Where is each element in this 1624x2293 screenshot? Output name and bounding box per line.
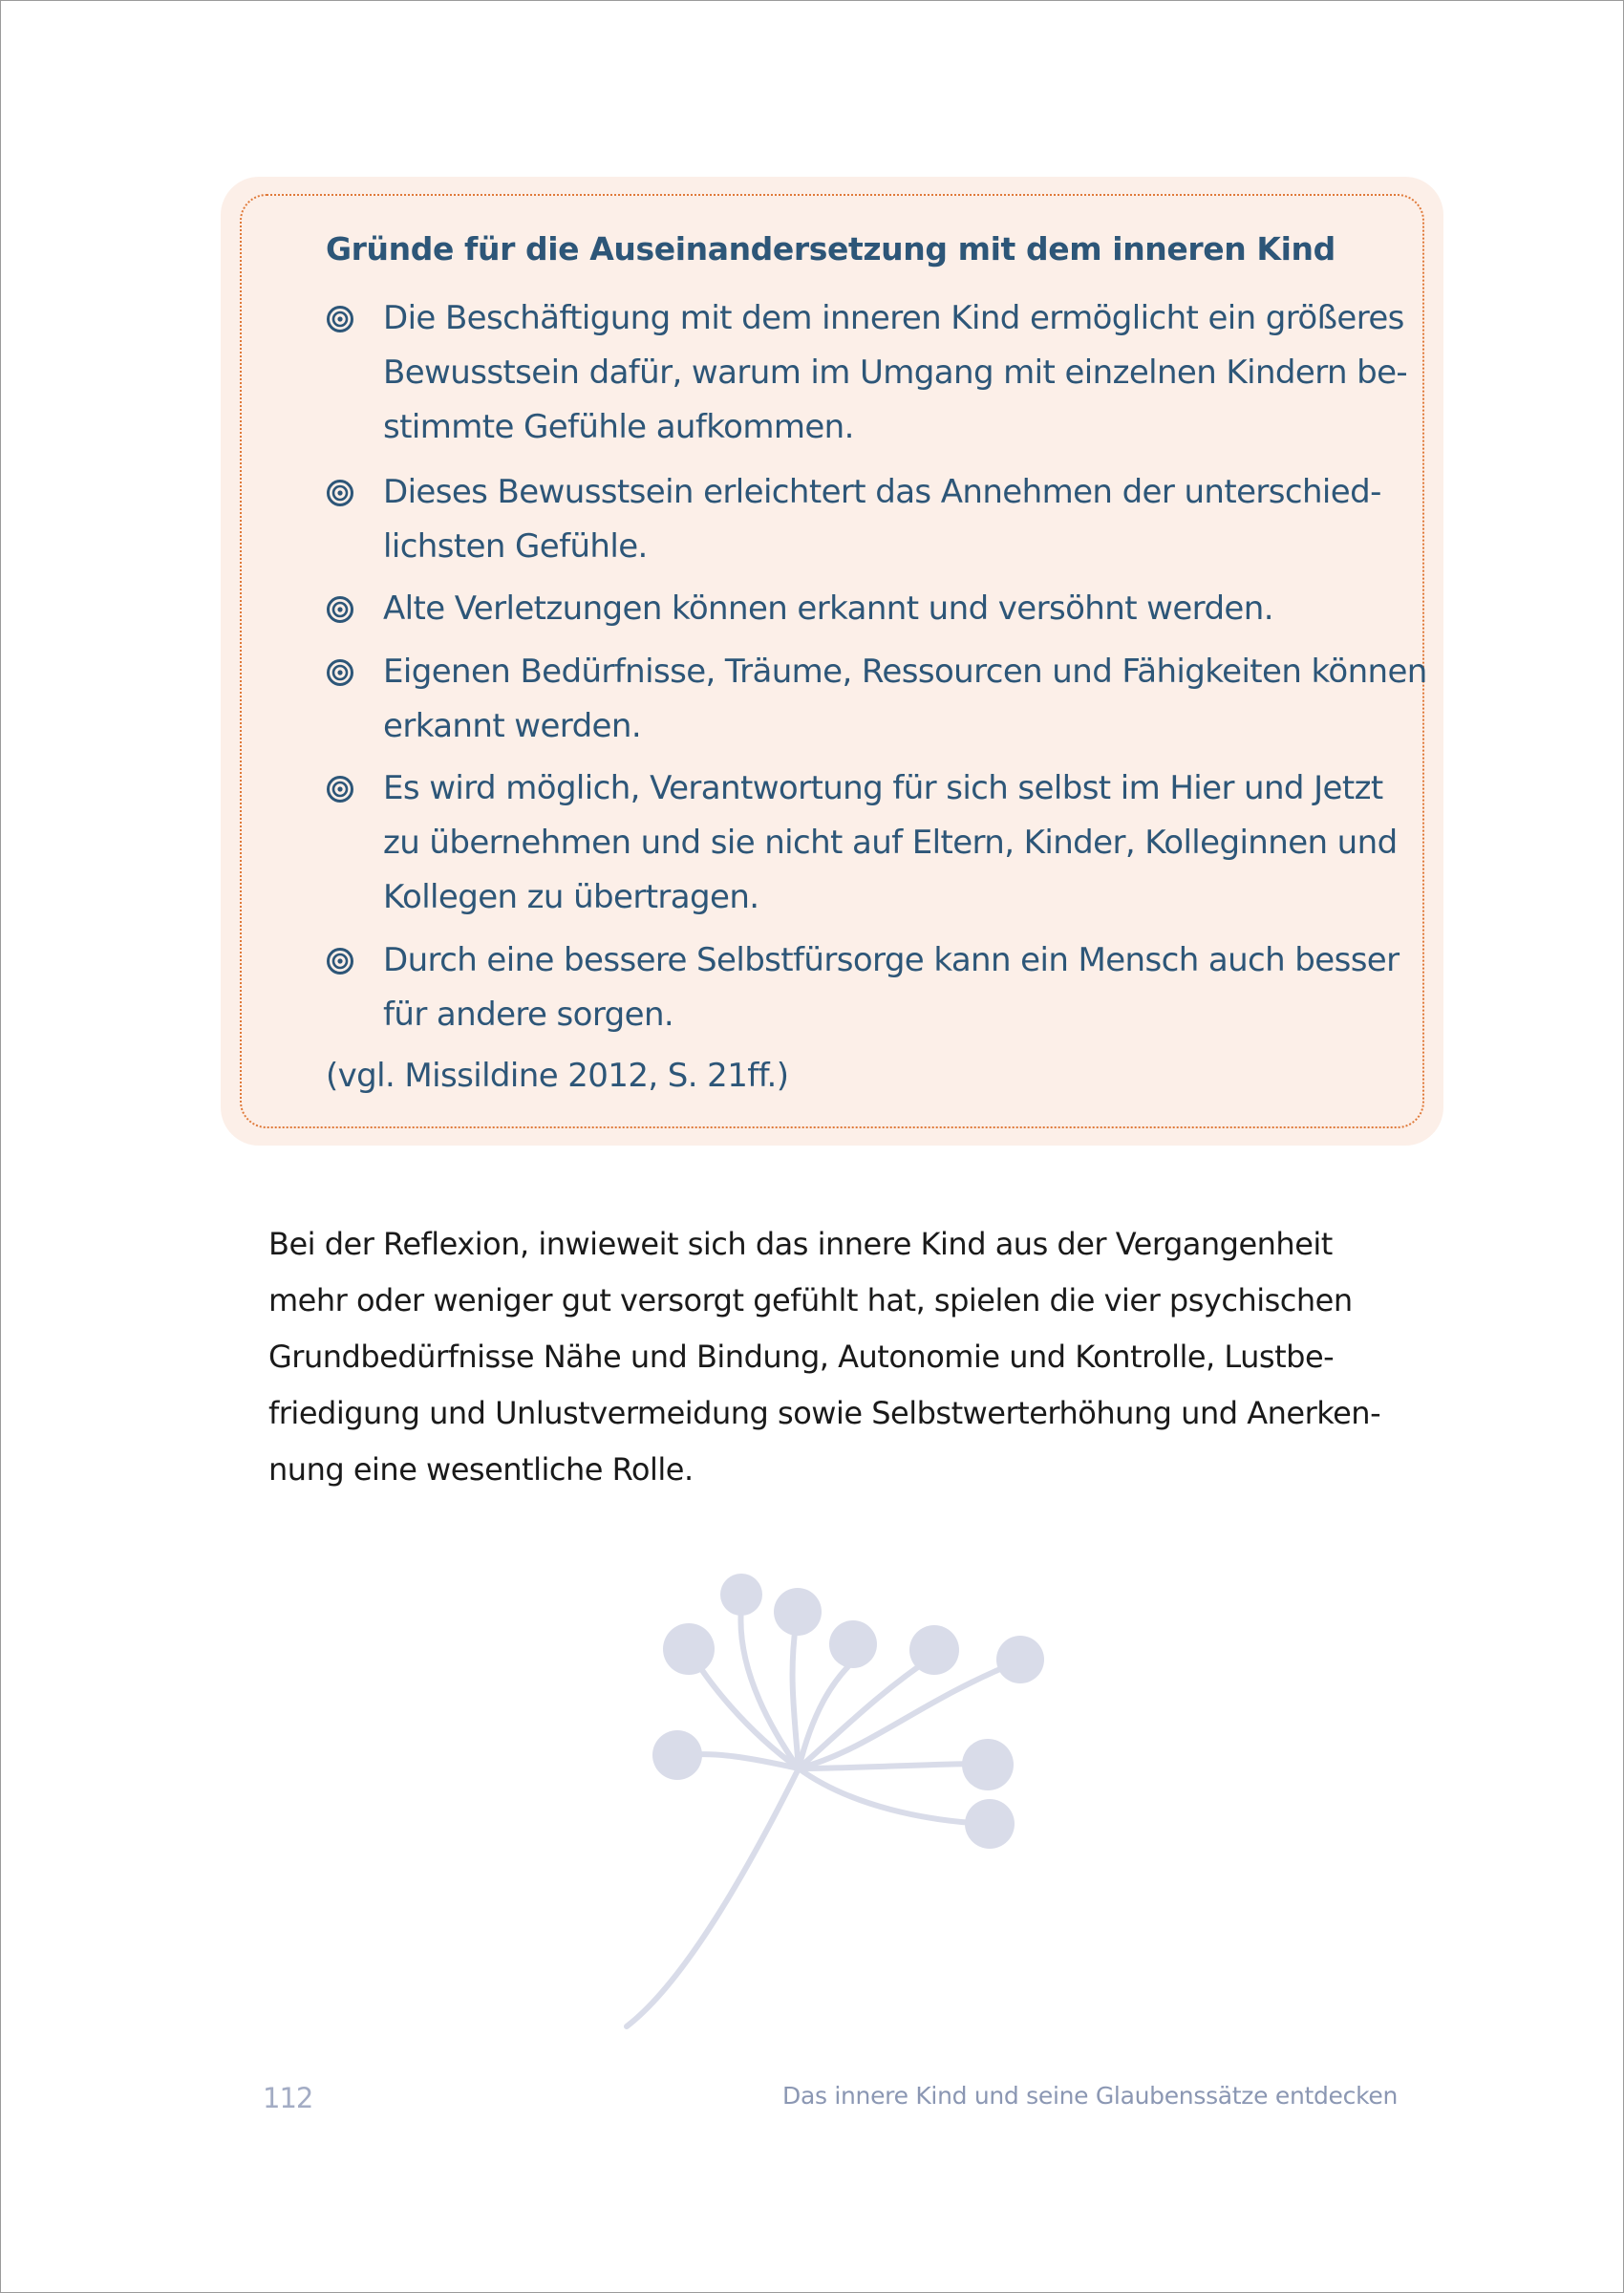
running-head: Das innere Kind und seine Glaubenssätze entdecken: [782, 2082, 1398, 2110]
concentric-circle-bullet-icon: [326, 658, 354, 687]
concentric-circle-bullet-icon: [326, 595, 354, 624]
body-paragraph: Bei der Reflexion, inwieweit sich das innere Kind aus der Vergangenheit mehr oder weniger gut versorgt gefühlt hat, spielen die vier psychischen Grundbedürfnisse Nähe und Bindung, Autonomie und Kontrolle, Lustbe- friedigung und Unlustvermeidung sowie Selbstwerterhöhung und Anerken- nung eine wesentliche Rolle.: [268, 1226, 1381, 1488]
info-box: [221, 177, 1443, 1146]
dandelion-flower-icon: [612, 1549, 1052, 2046]
concentric-circle-bullet-icon: [326, 775, 354, 804]
bullet-text: Alte Verletzungen können erkannt und versöhnt werden.: [383, 589, 1273, 628]
page-number: 112: [263, 2082, 313, 2114]
bullet-text: Dieses Bewusstsein erleichtert das Annehmen der unterschied- lichsten Gefühle.: [383, 473, 1381, 566]
bullet-text: Eigenen Bedürfnisse, Träume, Ressourcen und Fähigkeiten können erkannt werden.: [383, 653, 1427, 745]
bullet-text: Durch eine bessere Selbstfürsorge kann ein Mensch auch besser für andere sorgen.: [383, 941, 1400, 1034]
concentric-circle-bullet-icon: [326, 947, 354, 975]
concentric-circle-bullet-icon: [326, 479, 354, 507]
citation: (vgl. Missildine 2012, S. 21ff.): [326, 1057, 789, 1095]
info-box-title: Gründe für die Auseinandersetzung mit dem inneren Kind: [326, 230, 1336, 268]
bullet-text: Es wird möglich, Verantwortung für sich selbst im Hier und Jetzt zu übernehmen und sie nicht auf Eltern, Kinder, Kolleginnen und Kollegen zu übertragen.: [383, 769, 1398, 916]
concentric-circle-bullet-icon: [326, 305, 354, 333]
bullet-text: Die Beschäftigung mit dem inneren Kind ermöglicht ein größeres Bewusstsein dafür, warum im Umgang mit einzelnen Kindern be- stimmte Gefühle aufkommen.: [383, 299, 1408, 446]
